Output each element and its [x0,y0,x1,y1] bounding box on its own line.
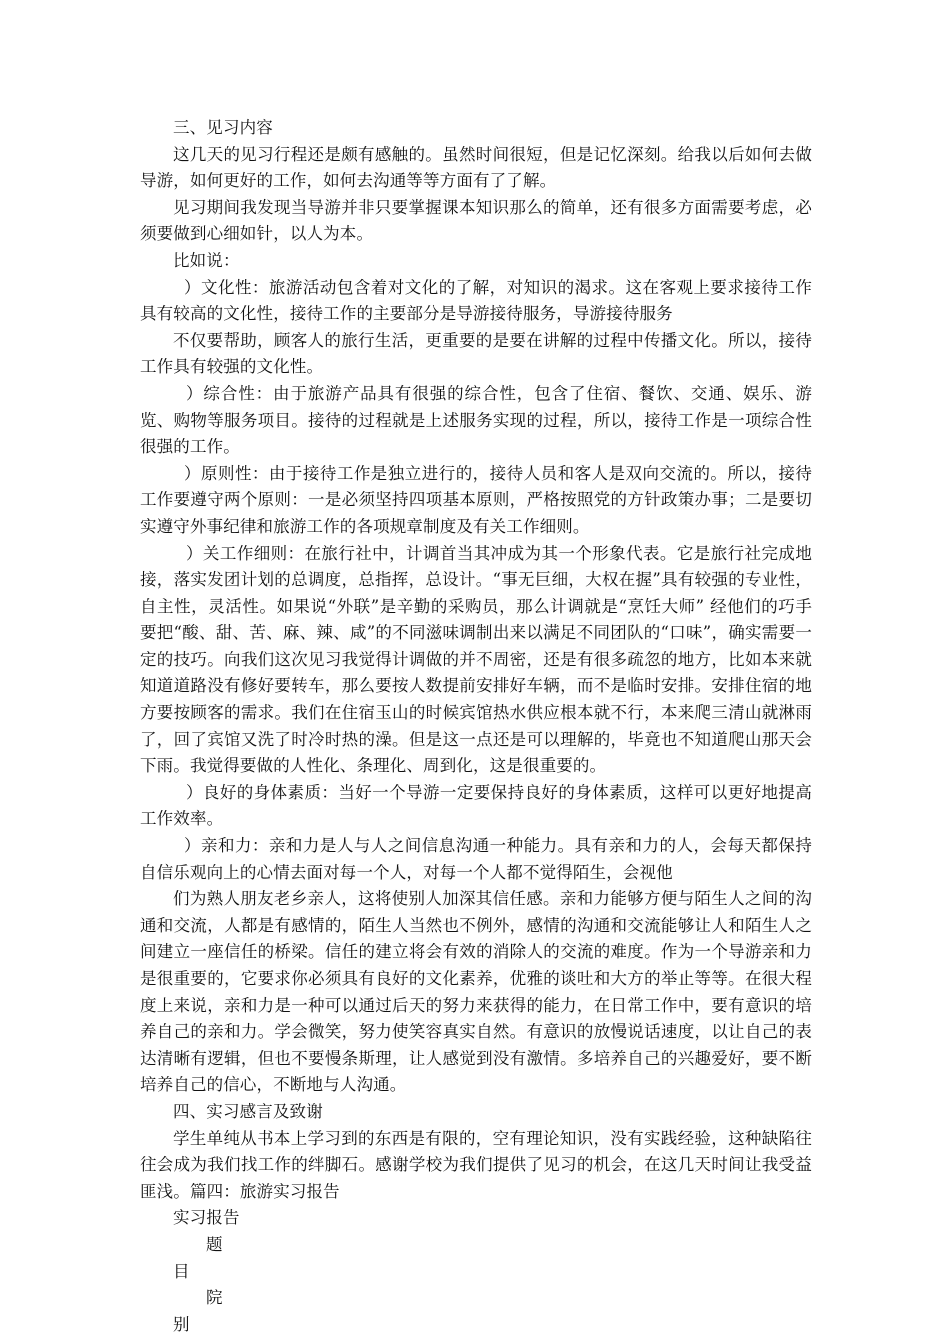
section-heading-4: 四、实习感言及致谢 [173,1101,323,1121]
item-principle: ）原则性：由于接待工作是独立进行的，接待人员和客人是双向交流的。所以，接待工作要遵守两个原则：一是必须坚持四项基本原则，严格按照党的方针政策办事；二是要切实遵守外事纪律和旅游工作的各项规章制度及有关工作细则。 [140,463,812,536]
paragraph-thanks: 学生单纯从书本上学习到的东西是有限的，空有理论知识，没有实践经验，这种缺陷往往会成为我们找工作的绊脚石。感谢学校为我们提供了见习的机会，在这几天时间让我受益匪浅。篇四：旅游实习报告 [140,1128,812,1201]
item-culture: ）文化性：旅游活动包含着对文化的了解，对知识的渴求。这在客观上要求接待工作具有较高的文化性，接待工作的主要部分是导游接待服务，导游接待服务 [140,277,812,324]
section-heading-3: 三、见习内容 [173,118,273,137]
item-comprehensive: ）综合性：由于旅游产品具有很强的综合性，包含了住宿、餐饮、交通、娱乐、游览、购物等服务项目。接待的过程就是上述服务实现的过程，所以，接待工作是一项综合性很强的工作。 [140,383,812,457]
document-page [140,115,812,1338]
paragraph-affinity-continued: 们为熟人朋友老乡亲人，这将使别人加深其信任感。亲和力能够方便与陌生人之间的沟通和交流，人都是有感情的，陌生人当然也不例外，感情的沟通和交流能够让人和陌生人之间建立一座信任的桥梁。信任的建立将会有效的消除人的交流的难度。作为一个导游亲和力是很重要的，它要求你必须具有良好的文化素养，优雅的谈吐和大方的举止等等。在很大程度上来说，亲和力是一种可以通过后天的努力来获得的能力，在日常工作中，要有意识的培养自己的亲和力。学会微笑，努力使笑容真实自然。有意识的放慢说话速度，以让自己的表达清晰有逻辑，但也不要慢条斯理，让人感觉到没有激情。多培养自己的兴趣爱好，要不断培养自己的信心，不断地与人沟通。 [140,889,812,1095]
paragraph-for-example: 比如说： [173,250,240,270]
paragraph-discovery: 见习期间我发现当导游并非只要掌握课本知识那么的简单，还有很多方面需要考虑，必须要做到心细如针，以人为本。 [140,197,812,244]
item-physical-quality: ）良好的身体素质：当好一个导游一定要保持良好的身体素质，这样可以更好地提高工作效率。 [140,782,812,829]
report-title: 实习报告 [173,1208,240,1228]
field-department [140,1285,812,1338]
field-topic [140,1232,812,1285]
item-work-rules: ）关工作细则：在旅行社中，计调首当其冲成为其一个形象代表。它是旅行社完成地接，落实发团计划的总调度，总指挥，总设计。“事无巨细，大权在握”具有较强的专业性，自主性，灵活性。如果说“外联”是辛勤的采购员，那么计调就是“烹饪大师” 经他们的巧手要把“酸、甜、苦、麻、辣、咸”的不同滋味调制出来以满足不同团队的“口味”，确实需要一定的技巧。向我们这次见习我觉得计调做的并不周密，还是有很多疏忽的地方，比如本来就知道道路没有修好要转车，那么要按人数提前安排好车辆，而不是临时安排。安排住宿的地方要按顾客的需求。我们在住宿玉山的时候宾馆热水供应根本就不行，本来爬三清山就淋雨了，回了宾馆又洗了时冷时热的澡。但是这一点还是可以理解的，毕竟也不知道爬山那天会下雨。我觉得要做的人性化、条理化、周到化，这是很重要的。 [140,543,812,776]
field-topic-label: 题 目 [173,1234,240,1281]
paragraph-impression: 这几天的见习行程还是颇有感触的。虽然时间很短，但是记忆深刻。给我以后如何去做导游，如何更好的工作，如何去沟通等等方面有了了解。 [140,144,812,191]
item-affinity: ）亲和力：亲和力是人与人之间信息沟通一种能力。具有亲和力的人，会每天都保持自信乐观向上的心情去面对每一个人，对每一个人都不觉得陌生，会视他 [140,836,812,882]
paragraph-culture-continued: 不仅要帮助，顾客人的旅行生活，更重要的是要在讲解的过程中传播文化。所以，接待工作具有较强的文化性。 [140,330,812,377]
field-department-label: 院 别 [173,1288,240,1334]
